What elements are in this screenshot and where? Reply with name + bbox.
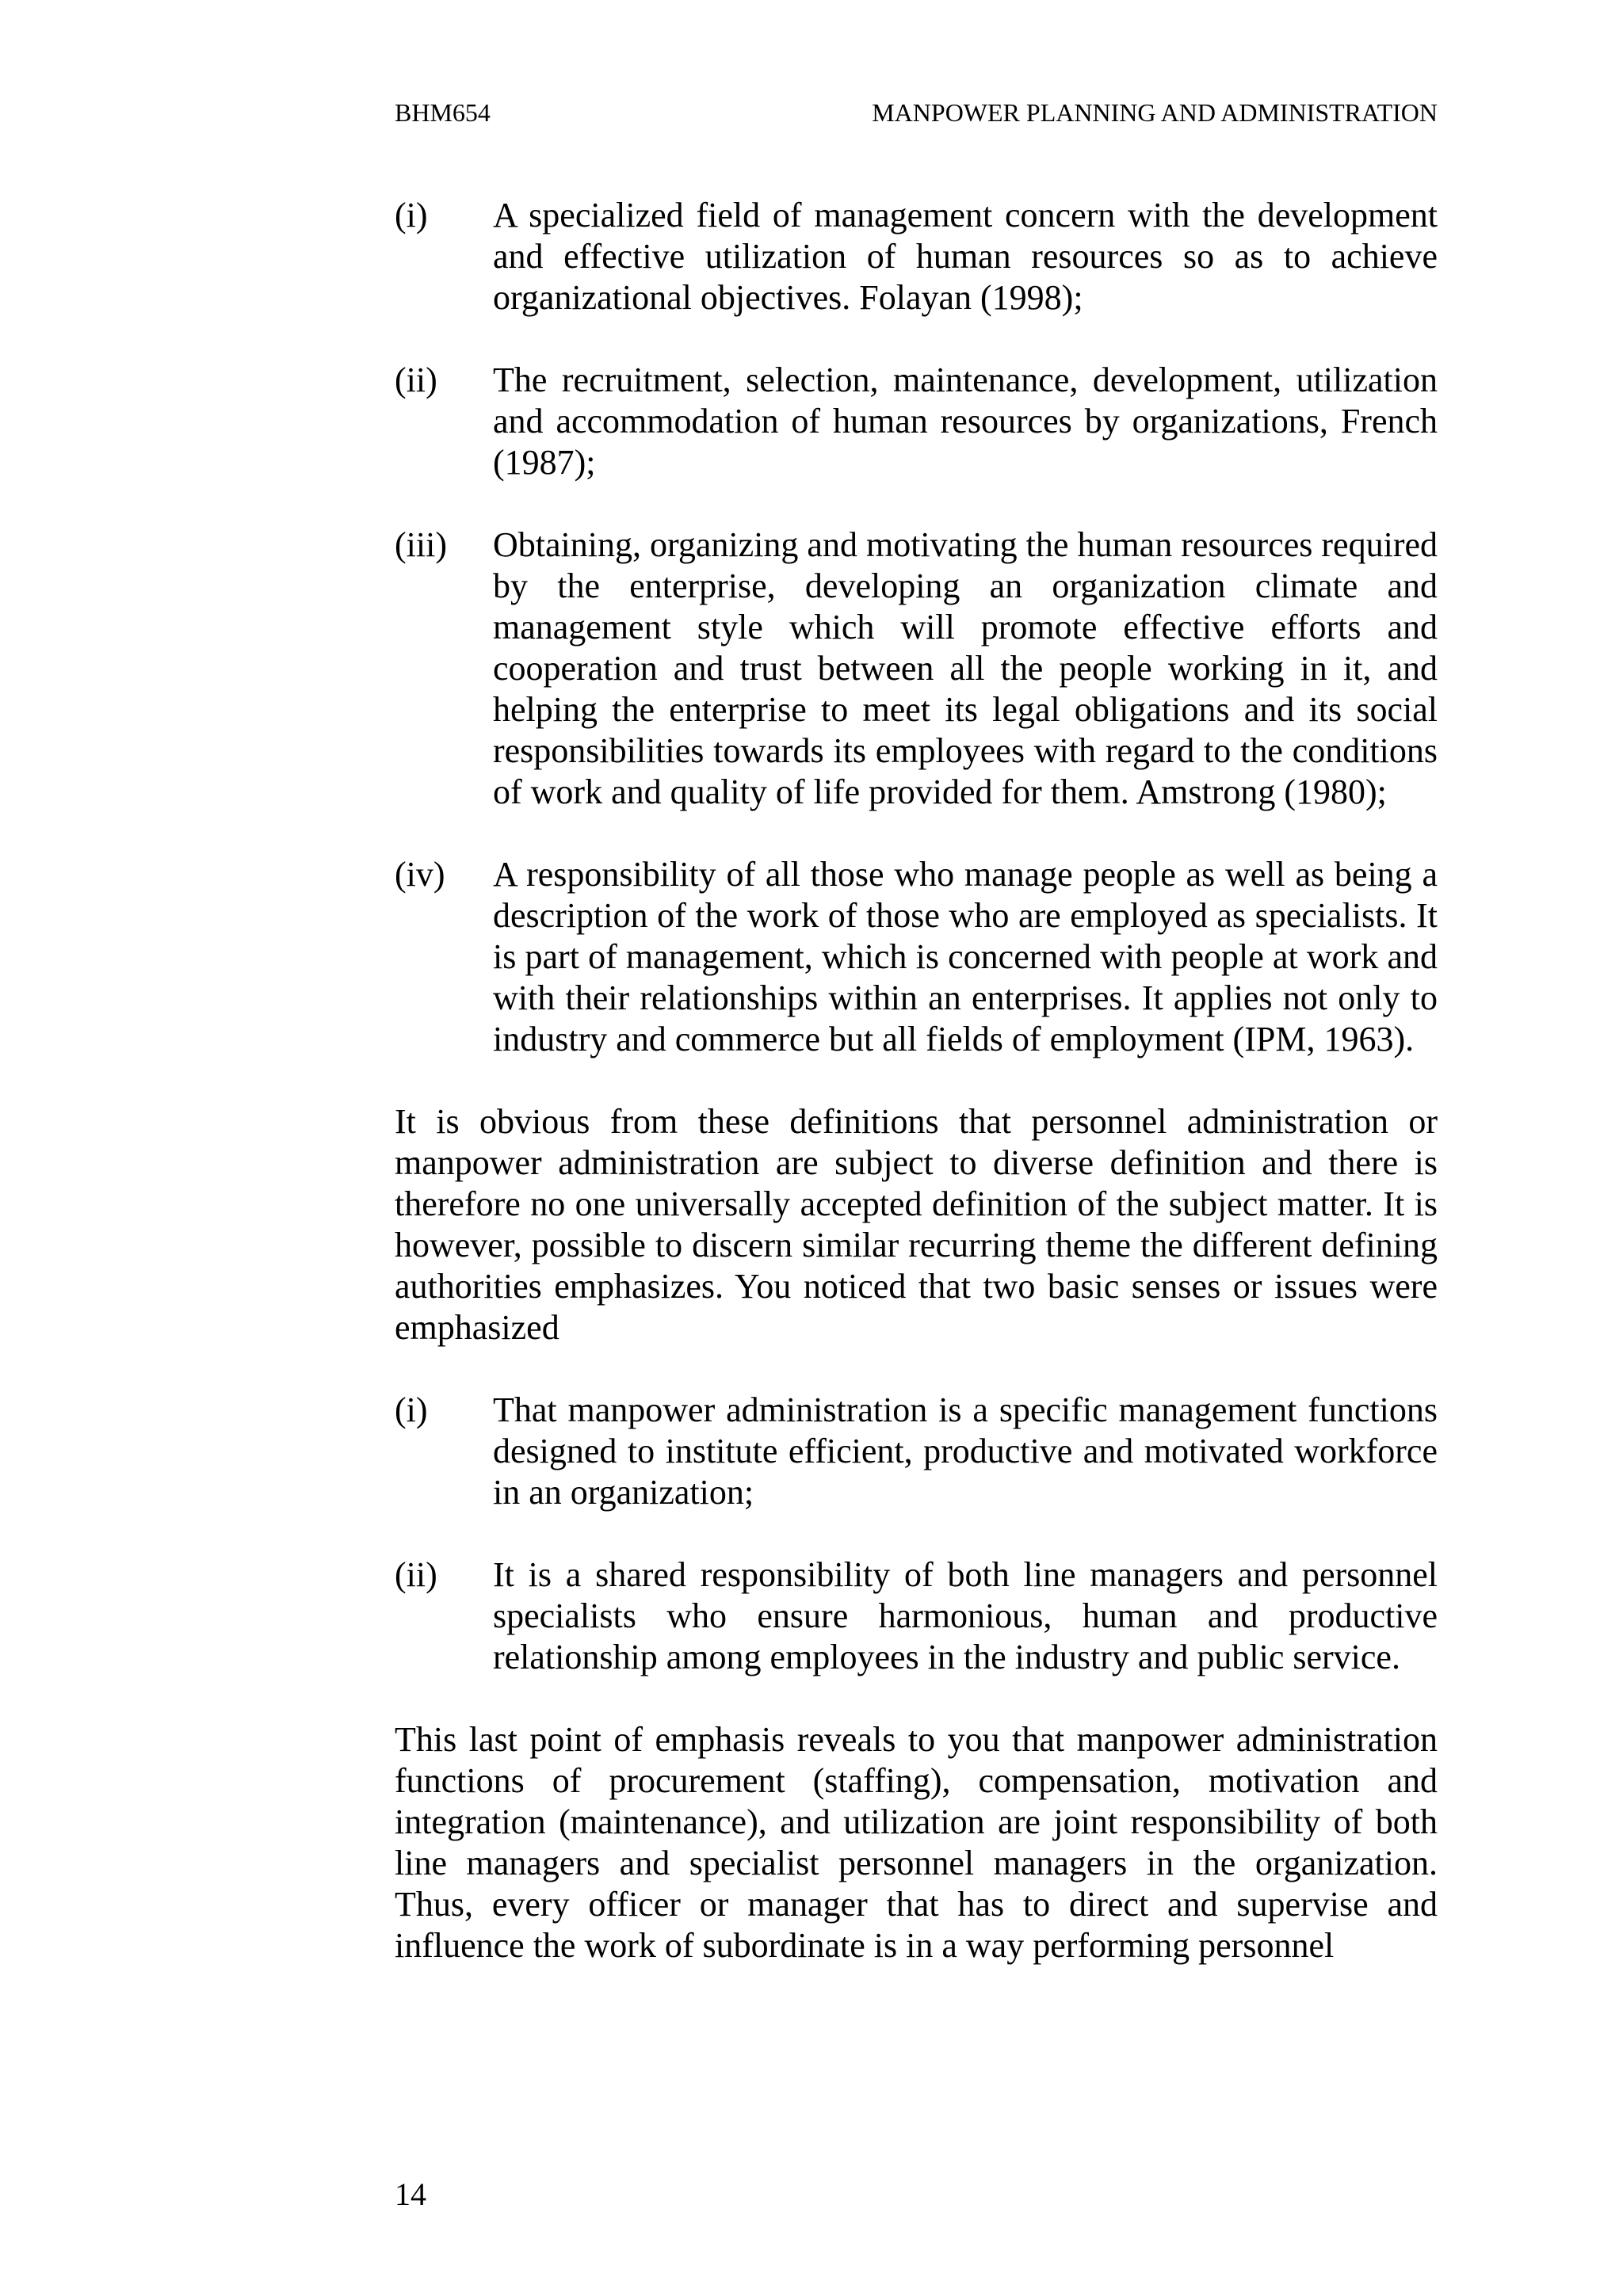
- definition-text: A responsibility of all those who manage people as well as being a description of the work of those who are employed as specialists. It is part of management, which is concerned with people at work and with their relationships within an enterprises. It applies not only to industry and commerce but all fields of employment (IPM, 1963).: [493, 855, 1438, 1058]
- running-header: [395, 97, 1438, 128]
- emphasis-label: (i): [395, 1390, 428, 1429]
- emphasis-text: It is a shared responsibility of both line managers and personnel specialists who ensure harmonious, human and productive relationship among employees in the industry and public service.: [493, 1555, 1438, 1676]
- definition-label: (iv): [395, 855, 445, 894]
- definition-text: Obtaining, organizing and motivating the human resources required by the enterprise, developing an organization climate and management style which will promote effective efforts and cooperation and trust between all the people working in it, and helping the enterprise to meet its legal obligations and its social responsibilities towards its employees with regard to the conditions of work and quality of life provided for them. Amstrong (1980);: [493, 525, 1438, 811]
- emphasis-item-1: [395, 1390, 1438, 1513]
- definition-text: The recruitment, selection, maintenance, development, utilization and accommodation of human resources by organizations, French (1987);: [493, 360, 1438, 482]
- definition-label: (i): [395, 196, 428, 235]
- definition-label: (iii): [395, 525, 447, 564]
- definition-label: (ii): [395, 360, 437, 399]
- header-course-code: BHM654: [395, 98, 491, 127]
- header-course-title: MANPOWER PLANNING AND ADMINISTRATION: [872, 98, 1438, 127]
- emphasis-item-2: [395, 1554, 1438, 1678]
- emphasis-text: That manpower administration is a specific management functions designed to institute efficient, productive and motivated workforce in an organization;: [493, 1390, 1438, 1512]
- definition-text: A specialized field of management concern with the development and effective utilization of human resources so as to achieve organizational objectives. Folayan (1998);: [493, 196, 1438, 317]
- page-body: [395, 195, 1438, 2008]
- definition-item-4: [395, 854, 1438, 1060]
- body-paragraph-1: It is obvious from these definitions that personnel administration or manpower administration are subject to diverse definition and there is therefore no one universally accepted definition of the subject matter. It is however, possible to discern similar recurring theme the different defining authorities emphasizes. You noticed that two basic senses or issues were emphasized: [395, 1102, 1438, 1347]
- definition-item-1: [395, 195, 1438, 318]
- definition-item-2: [395, 360, 1438, 483]
- body-paragraph-2: This last point of emphasis reveals to you that manpower administration functions of procurement (staffing), compensation, motivation and integration (maintenance), and utilization are joint responsibility of both line managers and specialist personnel managers in the organization. Thus, every officer or manager that has to direct and supervise and influence the work of subordinate is in a way performing personnel: [395, 1720, 1438, 1965]
- page-number: 14: [395, 2176, 426, 2212]
- definition-item-3: [395, 524, 1438, 813]
- emphasis-label: (ii): [395, 1555, 437, 1594]
